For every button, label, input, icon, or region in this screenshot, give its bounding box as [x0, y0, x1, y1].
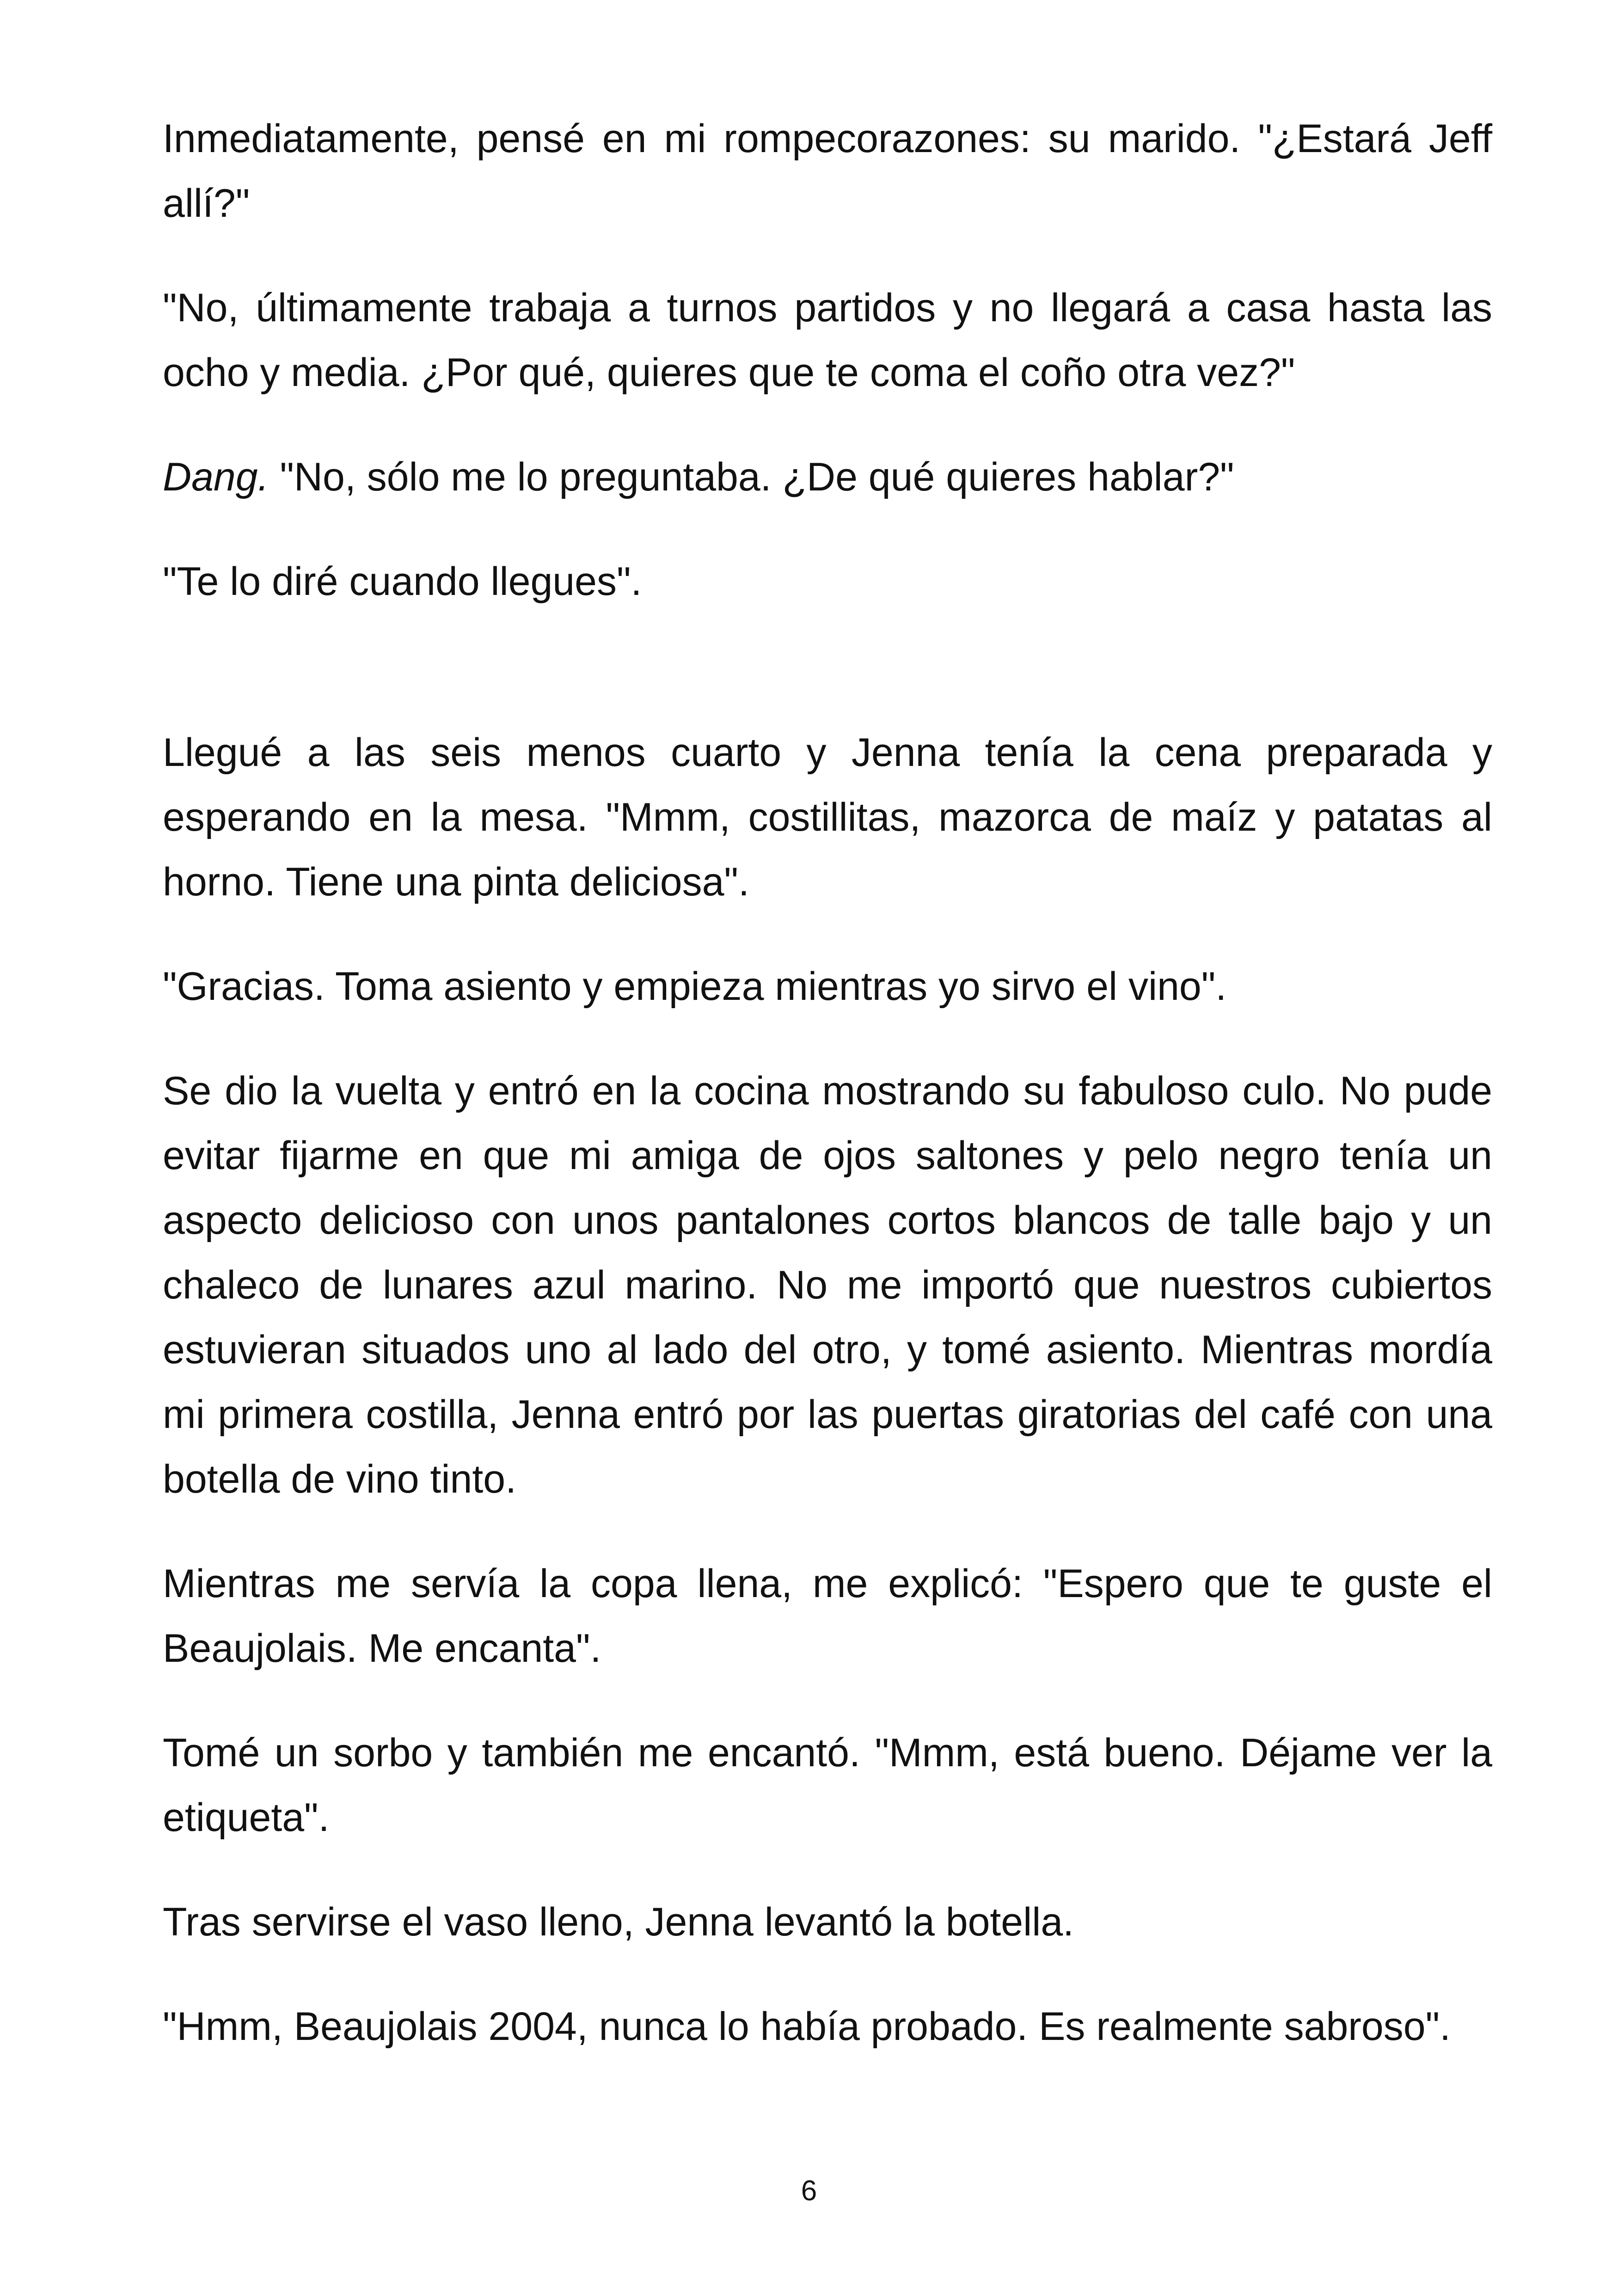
paragraph: "Te lo diré cuando llegues".: [163, 559, 642, 604]
paragraph: Inmediatamente, pensé en mi rompecorazones: su marido. "¿Estará Jeff allí?": [163, 116, 1492, 226]
body-text: [163, 106, 1492, 2099]
paragraph: "No, últimamente trabaja a turnos partidos y no llegará a casa hasta las ocho y media. ¿Por qué, quieres que te coma el coño otra vez?": [163, 286, 1492, 395]
italic-word: Dang.: [163, 455, 269, 499]
paragraph: Tomé un sorbo y también me encantó. "Mmm, está bueno. Déjame ver la etiqueta".: [163, 1731, 1492, 1840]
paragraph: Mientras me servía la copa llena, me explicó: "Espero que te guste el Beaujolais. Me encanta".: [163, 1561, 1492, 1671]
paragraph: "Gracias. Toma asiento y empieza mientras yo sirvo el vino".: [163, 964, 1227, 1009]
paragraph: Se dio la vuelta y entró en la cocina mostrando su fabuloso culo. No pude evitar fijarme en que mi amiga de ojos saltones y pelo negro tenía un aspecto delicioso con unos pantalones cortos blancos de talle bajo y un chaleco de lunares azul marino. No me importó que nuestros cubiertos estuvieran situados uno al lado del otro, y tomé asiento. Mientras mordía mi primera costilla, Jenna entró por las puertas giratorias del café con una botella de vino tinto.: [163, 1069, 1492, 1501]
paragraph: Tras servirse el vaso lleno, Jenna levantó la botella.: [163, 1900, 1074, 1944]
paragraph: Llegué a las seis menos cuarto y Jenna tenía la cena preparada y esperando en la mesa. "Mmm, costillitas, mazorca de maíz y patatas al horno. Tiene una pinta deliciosa".: [163, 730, 1492, 904]
page-number: 6: [801, 2175, 817, 2207]
paragraph: "Hmm, Beaujolais 2004, nunca lo había probado. Es realmente sabroso".: [163, 2004, 1451, 2049]
paragraph: [163, 445, 1492, 509]
paragraph-text: "No, sólo me lo preguntaba. ¿De qué quieres hablar?": [269, 455, 1234, 499]
